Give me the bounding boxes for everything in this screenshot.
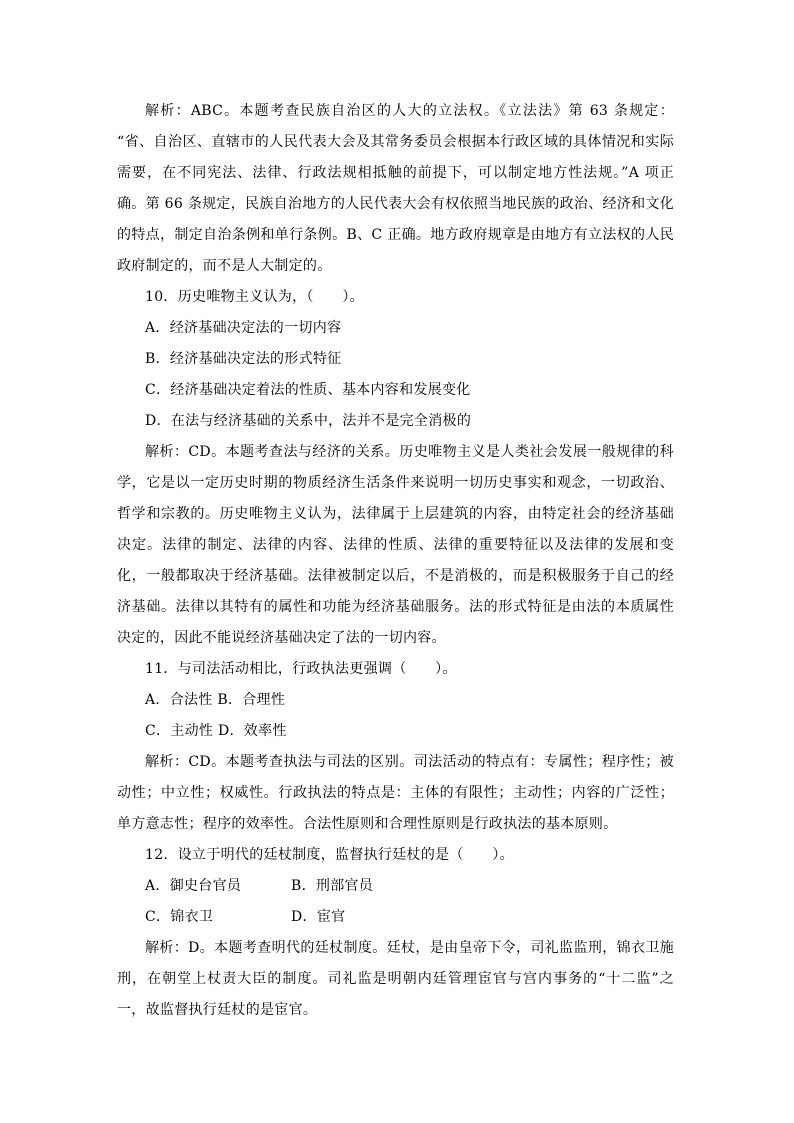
explanation-question-12: 解析：D。本题考查明代的廷杖制度。廷杖，是由皇帝下令，司礼监监刑，锦衣卫施刑，在朝堂上杖责大臣的制度。司礼监是明朝内廷管理宦官与宫内事务的“十二监”之一，故监督执行廷杖的是宦官。 [117,940,674,1018]
explanation-question-11: 解析：CD。本题考查执法与司法的区别。司法活动的特点有：专属性；程序性；被动性；中立性；权威性。行政执法的特点是：主体的有限性；主动性；内容的广泛性；单方意志性；程序的效率性。合法性原则和合理性原则是行政执法的基本原则。 [117,754,674,832]
explanation-question-9: 解析：ABC。本题考查民族自治区的人大的立法权。《立法法》第 63 条规定：“省、自治区、直辖市的人民代表大会及其常务委员会根据本行政区域的具体情况和实际需要，在不同宪法、法律、行政法规相抵触的前提下，可以制定地方性法规。”A 项正确。第 66 条规定，民族自治地方的人民代表大会有权依照当地民族的政治、经济和文化的特点，制定自治条例和单行条例。B、C 正确。地方政府规章是由地方有立法权的人民政府制定的，而不是人大制定的。 [117,103,675,274]
question-12-stem: 12．设立于明代的廷杖制度，监督执行廷杖的是（ ）。 [145,847,514,863]
question-12-option-a: A．御史台官员 [145,878,242,894]
question-10-option-b: B．经济基础决定法的形式特征 [145,351,342,367]
question-10-option-d: D．在法与经济基础的关系中，法并不是完全消极的 [145,413,472,429]
question-12-options-cd [117,902,674,933]
question-11-options-ab: A．合法性 B．合理性 [145,692,286,708]
question-12-option-b: B．刑部官员 [291,878,374,894]
question-10-option-a: A．经济基础决定法的一切内容 [145,320,342,336]
question-10-stem: 10．历史唯物主义认为，（ ）。 [145,289,364,305]
question-11-stem: 11．与司法活动相比，行政执法更强调（ ）。 [145,661,457,677]
question-10-option-c: C．经济基础决定着法的性质、基本内容和发展变化 [145,382,471,398]
question-12-options-ab [117,871,674,902]
question-12-option-d: D．宦官 [291,909,346,925]
question-11-options-cd: C．主动性 D．效率性 [145,723,287,739]
explanation-question-10: 解析：CD。本题考查法与经济的关系。历史唯物主义是人类社会发展一般规律的科学，它是以一定历史时期的物质经济生活条件来说明一切历史事实和观念，一切政治、哲学和宗教的。历史唯物主义认为，法律属于上层建筑的内容，由特定社会的经济基础决定。法律的制定、法律的内容、法律的性质、法律的重要特征以及法律的发展和变化，一般都取决于经济基础。法律被制定以后，不是消极的，而是积极服务于自己的经济基础。法律以其特有的属性和功能为经济基础服务。法的形式特征是由法的本质属性决定的，因此不能说经济基础决定了法的一切内容。 [117,444,674,646]
question-12-option-c: C．锦衣卫 [145,909,214,925]
